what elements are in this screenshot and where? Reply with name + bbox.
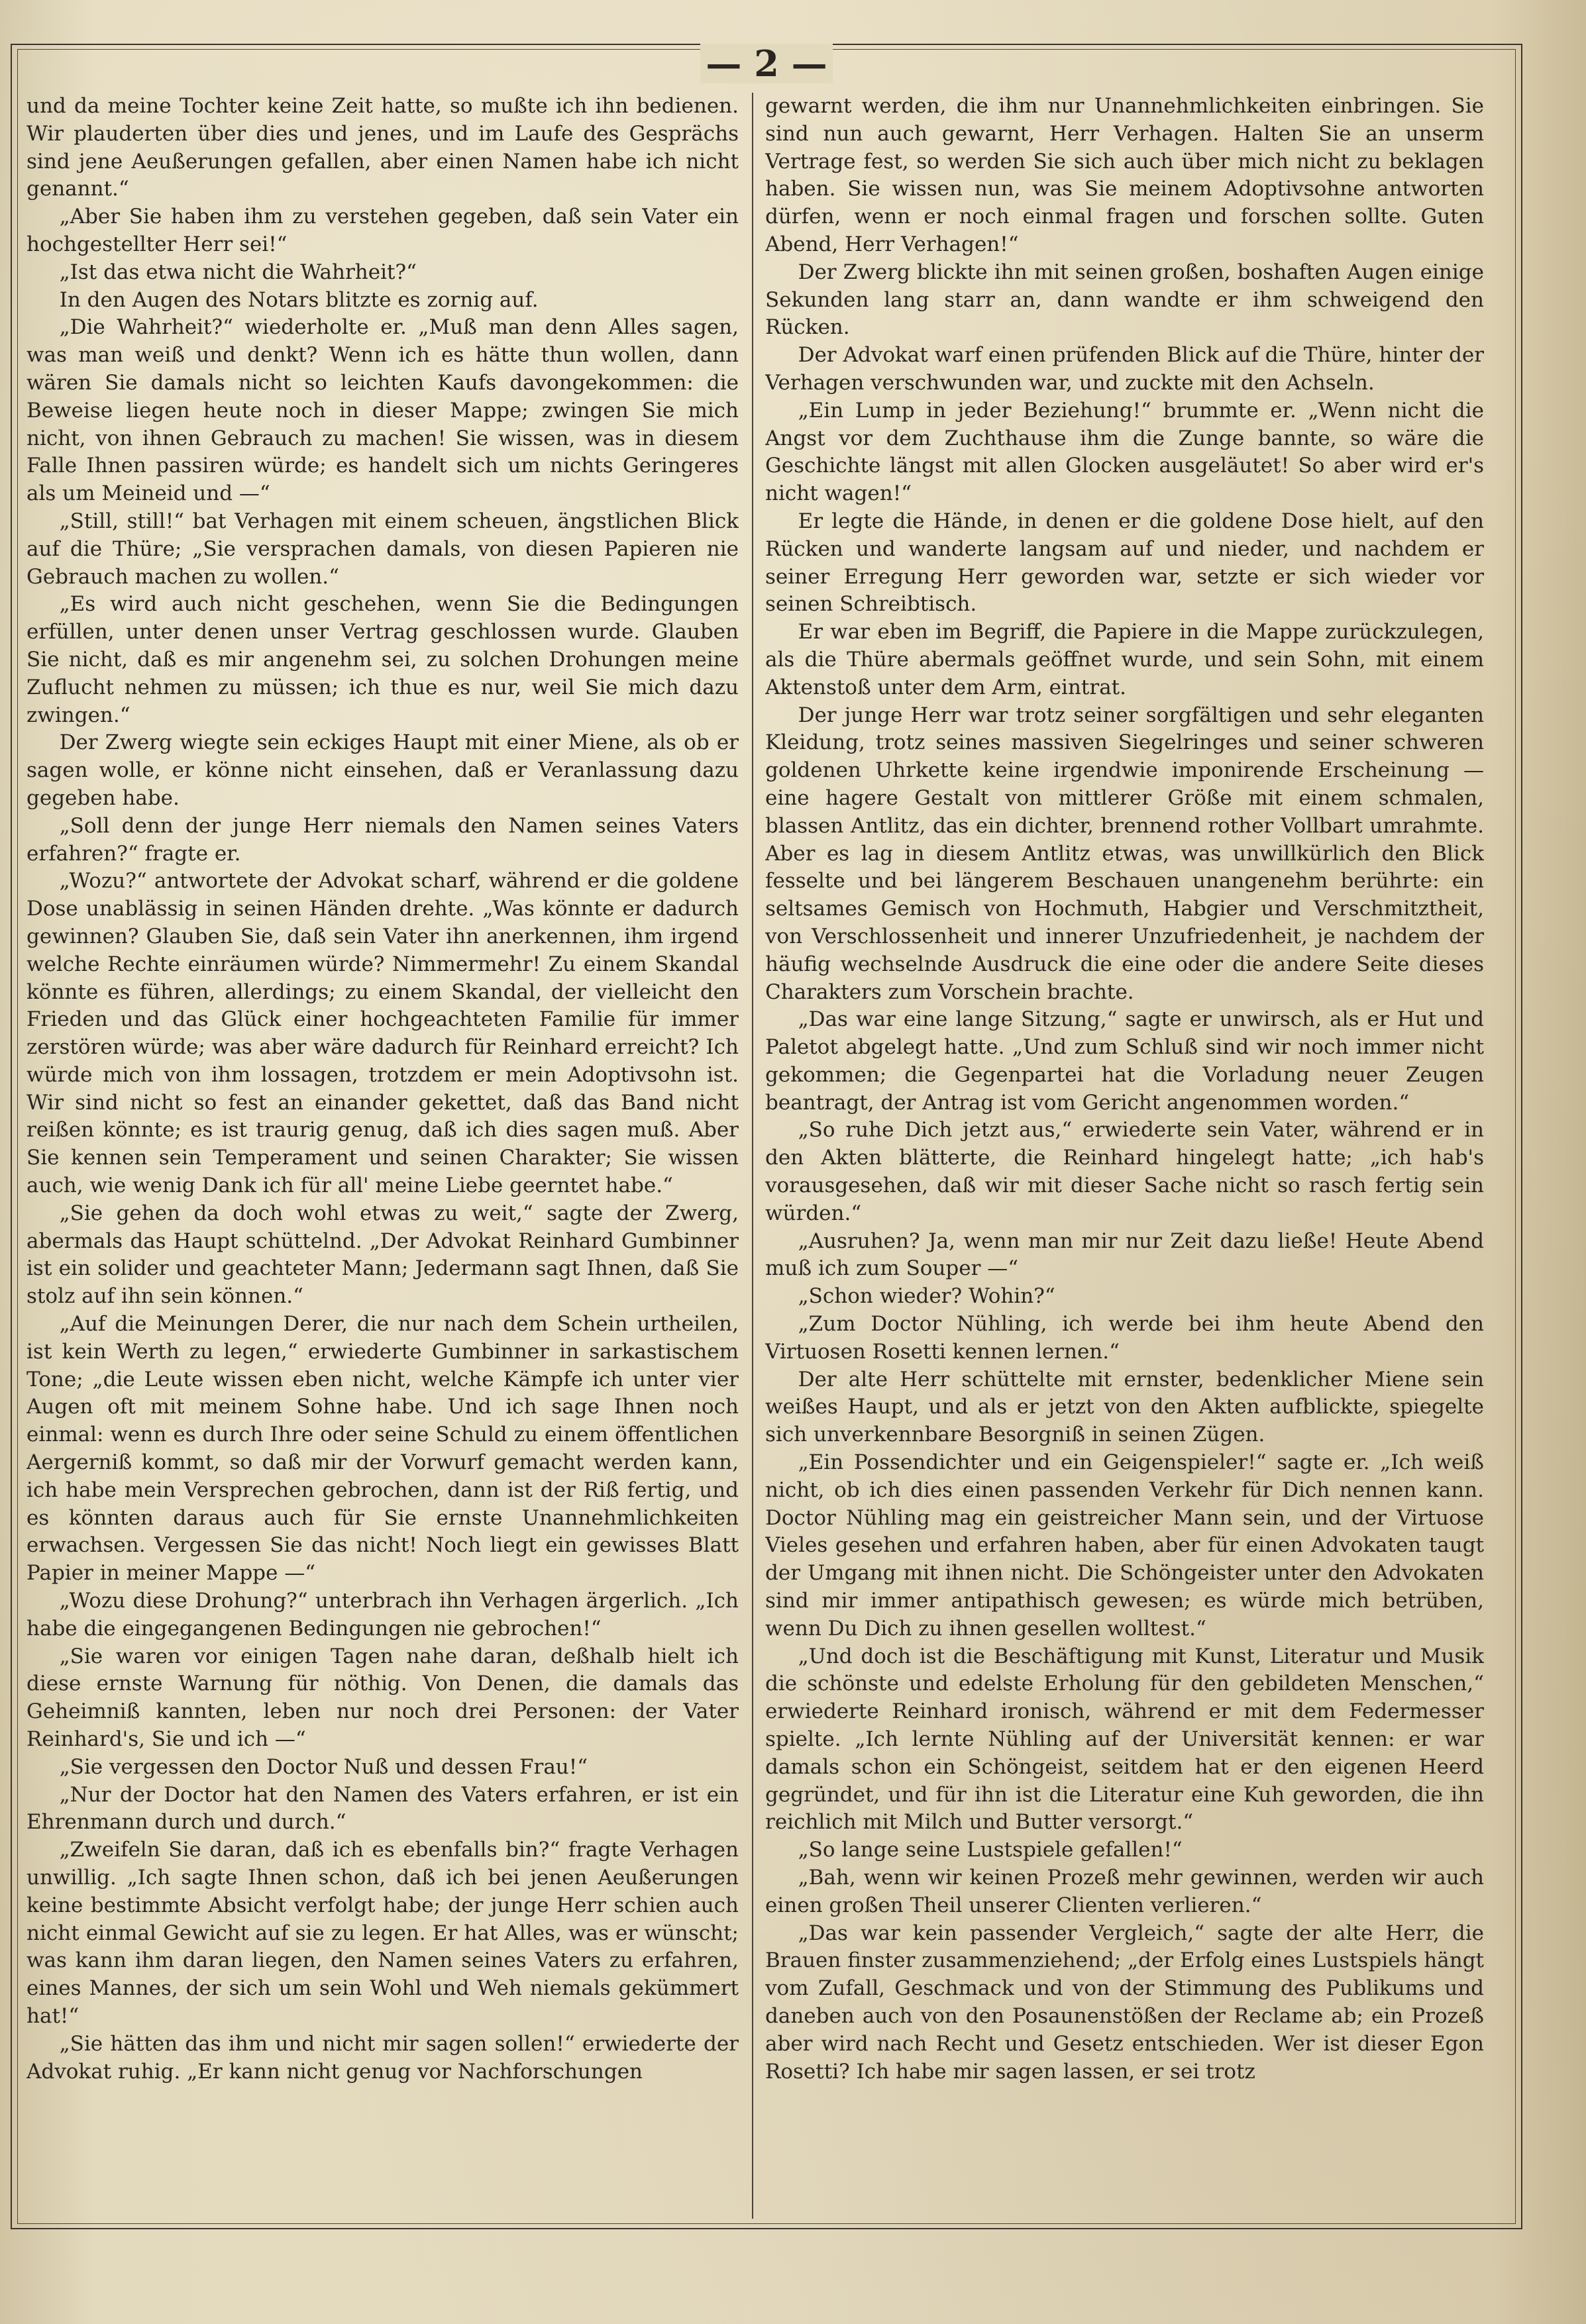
paragraph: „Schon wieder? Wohin?“ bbox=[798, 1284, 1055, 1309]
text-column-left bbox=[26, 93, 739, 2179]
paragraph: „Sie gehen da doch wohl etwas zu weit,“ sagte der Zwerg, abermals das Haupt schüttelnd. „Der Advokat Reinhard Gumbinner ist ein solider und geachteter Mann; Jedermann sagt Ihnen, daß Sie stolz auf ihn sein können.“ bbox=[26, 1201, 739, 1309]
paragraph: „Das war eine lange Sitzung,“ sagte er unwirsch, als er Hut und Paletot abgelegt hatte. „Und zum Schluß sind wir noch immer nicht gekommen; die Gegenpartei hat die Vorladung neuer Zeugen beantragt, der Antrag ist vom Gericht angenommen worden.“ bbox=[765, 1007, 1484, 1115]
paragraph: Der Zwerg blickte ihn mit seinen großen, boshaften Augen einige Sekunden lang starr an, dann wandte er ihm schweigend den Rücken. bbox=[765, 260, 1484, 340]
column-divider bbox=[752, 93, 753, 2219]
paragraph: „Sie vergessen den Doctor Nuß und dessen Frau!“ bbox=[59, 1754, 588, 1779]
paragraph: Er war eben im Begriff, die Papiere in die Mappe zurückzulegen, als die Thüre abermals geöffnet wurde, und sein Sohn, mit einem Aktenstoß unter dem Arm, eintrat. bbox=[765, 620, 1484, 699]
paragraph: Der alte Herr schüttelte mit ernster, bedenklicher Miene sein weißes Haupt, und als er jetzt von den Akten aufblickte, spiegelte sich unverkennbare Besorgniß in seinen Zügen. bbox=[765, 1367, 1484, 1447]
paragraph: „Ein Possendichter und ein Geigenspieler!“ sagte er. „Ich weiß nicht, ob ich dies einen passenden Verkehr für Dich nennen kann. Doctor Nühling mag ein geistreicher Mann sein, und der Virtuose Vieles gesehen und erfahren haben, aber für einen Advokaten taugt der Umgang mit ihnen nicht. Die Schöngeister unter den Advokaten sind mir immer antipathisch gewesen; es würde mich betrüben, wenn Du Dich zu ihnen gesellen wolltest.“ bbox=[765, 1450, 1484, 1641]
paragraph: „Soll denn der junge Herr niemals den Namen seines Vaters erfahren?“ fragte er. bbox=[26, 813, 739, 866]
page-number: — 2 — bbox=[700, 44, 833, 83]
paragraph: „Und doch ist die Beschäftigung mit Kunst, Literatur und Musik die schönste und edelste Erholung für den gebildeten Menschen,“ erwiederte Reinhard ironisch, während er mit dem Federmesser spielte. „Ich lernte Nühling auf der Universität kennen: er war damals schon ein Schöngeist, seitdem hat er den eigenen Heerd gegründet, und für ihn ist die Literatur eine Kuh geworden, die ihn reichlich mit Milch und Butter versorgt.“ bbox=[765, 1644, 1484, 1835]
paragraph: „Das war kein passender Vergleich,“ sagte der alte Herr, die Brauen finster zusammenziehend; „der Erfolg eines Lustspiels hängt vom Zufall, Geschmack und von der Stimmung des Publikums und daneben auch von den Posaunenstößen der Reclame ab; ein Prozeß aber wird nach Recht und Gesetz entschieden. Wer ist dieser Egon Rosetti? Ich habe mir sagen lassen, er sei trotz bbox=[765, 1921, 1484, 2084]
paragraph: „Zweifeln Sie daran, daß ich es ebenfalls bin?“ fragte Verhagen unwillig. „Ich sagte Ihnen schon, daß ich bei jenen Aeußerungen keine bestimmte Absicht verfolgt habe; der junge Herr schien auch nicht einmal Gewicht auf sie zu legen. Er hat Alles, was er wünscht; was kann ihm daran liegen, den Namen seines Vaters zu erfahren, eines Mannes, der sich um sein Wohl und Weh niemals gekümmert hat!“ bbox=[26, 1838, 739, 2028]
paragraph: „Es wird auch nicht geschehen, wenn Sie die Bedingungen erfüllen, unter denen unser Vertrag geschlossen wurde. Glauben Sie nicht, daß es mir angenehm sei, zu solchen Drohungen meine Zuflucht nehmen zu müssen; ich thue es nur, weil Sie mich dazu zwingen.“ bbox=[26, 592, 739, 727]
paragraph: Der Advokat warf einen prüfenden Blick auf die Thüre, hinter der Verhagen verschwunden war, und zuckte mit den Achseln. bbox=[765, 343, 1484, 395]
paragraph: „Auf die Meinungen Derer, die nur nach dem Schein urtheilen, ist kein Werth zu legen,“ erwiederte Gumbinner in sarkastischem Tone; „die Leute wissen eben nicht, welche Kämpfe ich unter vier Augen oft mit meinem Sohne habe. Und ich sage Ihnen noch einmal: wenn es durch Ihre oder seine Schuld zu einem öffentlichen Aergerniß kommt, so daß mir der Vorwurf gemacht werden kann, ich habe mein Versprechen gebrochen, dann ist der Riß fertig, und es könnten daraus auch für Sie ernste Unannehmlichkeiten erwachsen. Vergessen Sie das nicht! Noch liegt ein gewisses Blatt Papier in meiner Mappe —“ bbox=[26, 1312, 739, 1586]
paragraph: „So lange seine Lustspiele gefallen!“ bbox=[798, 1838, 1183, 1862]
paragraph: „Sie hätten das ihm und nicht mir sagen sollen!“ erwiederte der Advokat ruhig. „Er kann nicht genug vor Nachforschungen bbox=[26, 2031, 739, 2084]
paragraph: „Wozu?“ antwortete der Advokat scharf, während er die goldene Dose unablässig in seinen Händen drehte. „Was könnte er dadurch gewinnen? Glauben Sie, daß sein Vater ihn anerkennen, ihm irgend welche Rechte einräumen würde? Nimmermehr! Zu einem Skandal könnte es führen, allerdings; zu einem Skandal, der vielleicht den Frieden und das Glück einer hochgeachteten Familie für immer zerstören würde; was aber wäre dadurch für Reinhard erreicht? Ich würde mich von ihm lossagen, trotzdem er mein Adoptivsohn ist. Wir sind nicht so fest an einander gekettet, daß das Band nicht reißen könnte; es ist traurig genug, daß ich dies sagen muß. Aber Sie kennen sein Temperament und seinen Charakter; Sie wissen auch, wie wenig Dank ich für all' meine Liebe geerntet habe.“ bbox=[26, 869, 739, 1198]
paragraph: „Bah, wenn wir keinen Prozeß mehr gewinnen, werden wir auch einen großen Theil unserer Clienten verlieren.“ bbox=[765, 1866, 1484, 1917]
paragraph: Er legte die Hände, in denen er die goldene Dose hielt, auf den Rücken und wanderte langsam auf und nieder, und nachdem er seiner Erregung Herr geworden war, setzte er sich wieder vor seinen Schreibtisch. bbox=[765, 509, 1484, 617]
paragraph: „Nur der Doctor hat den Namen des Vaters erfahren, er ist ein Ehrenmann durch und durch.“ bbox=[26, 1782, 739, 1835]
paragraph: „Ein Lump in jeder Beziehung!“ brummte er. „Wenn nicht die Angst vor dem Zuchthause ihm die Zunge bannte, so wäre die Geschichte längst mit allen Glocken ausgeläutet! So aber wird er's nicht wagen!“ bbox=[765, 398, 1484, 506]
paragraph: Der Zwerg wiegte sein eckiges Haupt mit einer Miene, als ob er sagen wolle, er könne nicht einsehen, daß er Veranlassung dazu gegeben habe. bbox=[26, 731, 739, 810]
paragraph: „Still, still!“ bat Verhagen mit einem scheuen, ängstlichen Blick auf die Thüre; „Sie versprachen damals, von diesen Papieren nie Gebrauch machen zu wollen.“ bbox=[26, 509, 739, 589]
paragraph: In den Augen des Notars blitzte es zornig auf. bbox=[59, 287, 539, 312]
paragraph: Der junge Herr war trotz seiner sorgfältigen und sehr eleganten Kleidung, trotz seines massiven Siegelringes und seiner schweren goldenen Uhrkette keine irgendwie imponirende Erscheinung — eine hagere Gestalt von mittlerer Größe mit einem schmalen, blassen Antlitz, das ein dichter, brennend rother Vollbart umrahmte. Aber es lag in diesem Antlitz etwas, was unwillkürlich den Blick fesselte und bei längerem Beschauen unangenehm berührte: ein seltsames Gemisch von Hochmuth, Habgier und Verschmitztheit, von Verschlossenheit und innerer Unzufriedenheit, je nachdem der häufig wechselnde Ausdruck die eine oder die andere Seite dieses Charakters zum Vorschein brachte. bbox=[765, 703, 1484, 1004]
paragraph: gewarnt werden, die ihm nur Unannehmlichkeiten einbringen. Sie sind nun auch gewarnt, Herr Verhagen. Halten Sie an unserm Vertrage fest, so werden Sie sich auch über mich nicht zu beklagen haben. Sie wissen nun, was Sie meinem Adoptivsohne antworten dürfen, wenn er noch einmal fragen und forschen sollte. Guten Abend, Herr Verhagen!“ bbox=[765, 94, 1484, 256]
paragraph: „Ausruhen? Ja, wenn man mir nur Zeit dazu ließe! Heute Abend muß ich zum Souper —“ bbox=[765, 1229, 1484, 1281]
paragraph: „Aber Sie haben ihm zu verstehen gegeben, daß sein Vater ein hochgestellter Herr sei!“ bbox=[26, 205, 739, 256]
paragraph: und da meine Tochter keine Zeit hatte, so mußte ich ihn bedienen. Wir plauderten über dies und jenes, und im Laufe des Gesprächs sind jene Aeußerungen gefallen, aber einen Namen habe ich nicht genannt.“ bbox=[26, 94, 739, 201]
paragraph: „Wozu diese Drohung?“ unterbrach ihn Verhagen ärgerlich. „Ich habe die eingegangenen Bedingungen nie gebrochen!“ bbox=[26, 1589, 739, 1641]
paragraph: „Zum Doctor Nühling, ich werde bei ihm heute Abend den Virtuosen Rosetti kennen lernen.“ bbox=[765, 1312, 1484, 1364]
paragraph: „Die Wahrheit?“ wiederholte er. „Muß man denn Alles sagen, was man weiß und denkt? Wenn ich es hätte thun wollen, dann wären Sie damals nicht so leichten Kaufs davongekommen: die Beweise liegen heute noch in dieser Mappe; zwingen Sie mich nicht, von ihnen Gebrauch zu machen! Sie wissen, was in diesem Falle Ihnen passiren würde; es handelt sich um nichts Geringeres als um Meineid und —“ bbox=[26, 315, 739, 506]
paragraph: „So ruhe Dich jetzt aus,“ erwiederte sein Vater, während er in den Akten blätterte, die Reinhard hingelegt hatte; „ich hab's vorausgesehen, daß wir mit dieser Sache nicht so rasch fertig sein würden.“ bbox=[765, 1118, 1484, 1225]
paragraph: „Ist das etwa nicht die Wahrheit?“ bbox=[59, 260, 417, 284]
text-column-right bbox=[765, 93, 1484, 2179]
paragraph: „Sie waren vor einigen Tagen nahe daran, deßhalb hielt ich diese ernste Warnung für nöthig. Von Denen, die damals das Geheimniß kannten, leben nur noch drei Personen: der Vater Reinhard's, Sie und ich —“ bbox=[26, 1644, 739, 1752]
